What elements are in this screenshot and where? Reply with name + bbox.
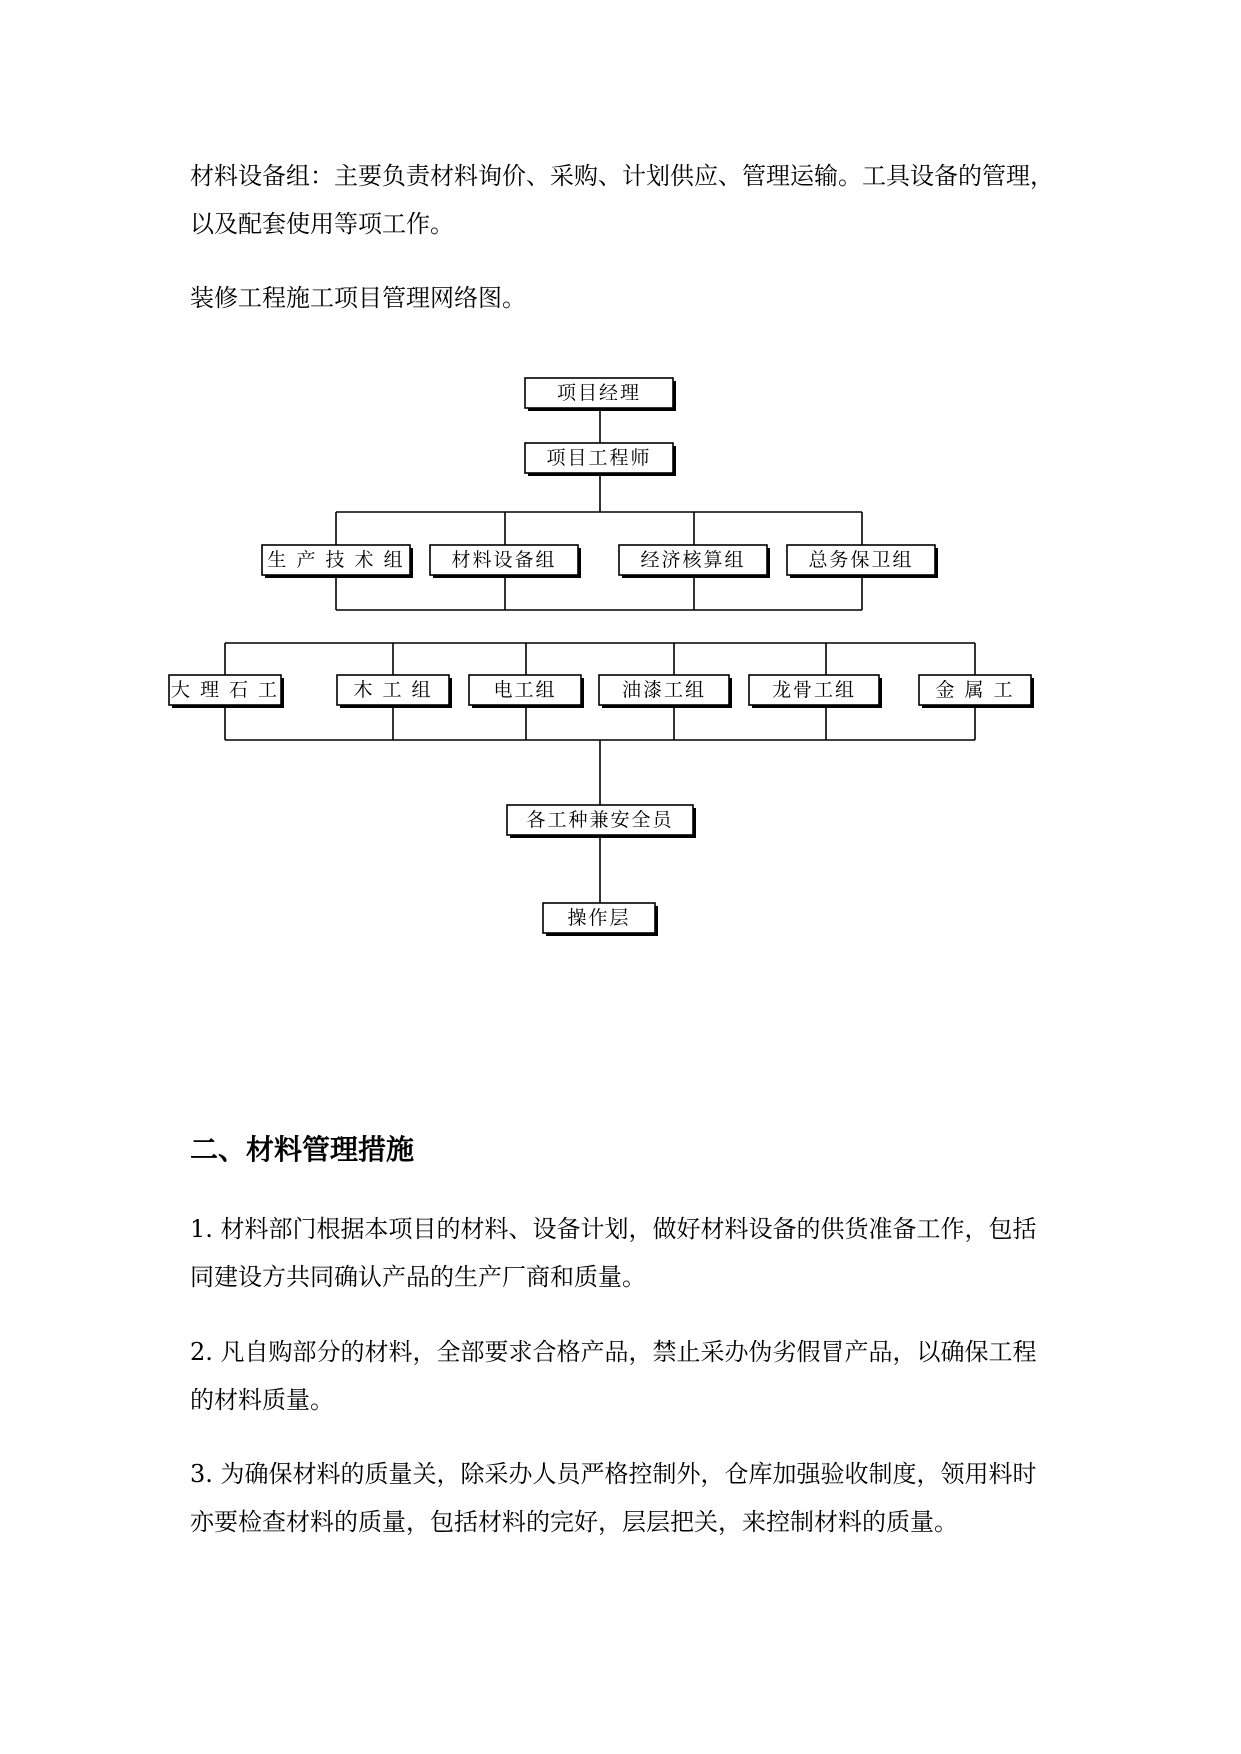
node-label-safety: 各工种兼安全员 [526, 809, 674, 831]
node-label-trade: 龙骨工组 [771, 679, 857, 701]
node-group-production [262, 545, 413, 578]
intro-paragraph-2: 装修工程施工项目管理网络图。 [190, 284, 526, 312]
node-label-trade: 大 理 石 工 [170, 679, 280, 701]
node-project-manager [525, 378, 676, 411]
node-label-trade: 木 工 组 [353, 679, 433, 701]
node-group-security [787, 545, 938, 578]
node-label-group: 生 产 技 术 组 [267, 549, 405, 571]
section-2-item-3: 3. 为确保材料的质量关，除采办人员严格控制外，仓库加强验收制度，领用料时亦要检查材料的质量，包括材料的完好，层层把关，来控制材料的质量。 [190, 1460, 1037, 1536]
node-trade-marble [169, 675, 284, 708]
section-2-title: 二、材料管理措施 [190, 1133, 415, 1166]
section-2-item-2: 2. 凡自购部分的材料，全部要求合格产品，禁止采办伪劣假冒产品，以确保工程的材料质量。 [190, 1338, 1037, 1414]
intro-paragraph-1: 材料设备组：主要负责材料询价、采购、计划供应、管理运输。工具设备的管理，以及配套使用等项工作。 [190, 162, 1054, 238]
node-trade-metal [919, 675, 1034, 708]
node-operation-layer [543, 903, 658, 936]
node-label-operation: 操作层 [567, 907, 631, 929]
node-label-group: 材料设备组 [451, 549, 557, 571]
node-group-accounting [619, 545, 770, 578]
node-trade-painting [599, 675, 732, 708]
section-2-item-1: 1. 材料部门根据本项目的材料、设备计划，做好材料设备的供货准备工作，包括同建设方共同确认产品的生产厂商和质量。 [190, 1215, 1037, 1291]
node-trade-carpentry [337, 675, 452, 708]
node-label-trade: 金 属 工 [935, 679, 1015, 701]
node-safety-officer [507, 805, 696, 838]
node-label-group: 经济核算组 [640, 549, 746, 571]
node-label-trade: 油漆工组 [621, 679, 707, 701]
node-group-materials [430, 545, 581, 578]
node-label-trade: 电工组 [493, 679, 557, 701]
node-project-engineer [525, 443, 676, 476]
node-trade-electrical [469, 675, 584, 708]
node-label-engineer: 项目工程师 [546, 447, 652, 469]
node-label-manager: 项目经理 [556, 382, 642, 404]
node-label-group: 总务保卫组 [808, 549, 914, 571]
node-trade-framing [749, 675, 882, 708]
